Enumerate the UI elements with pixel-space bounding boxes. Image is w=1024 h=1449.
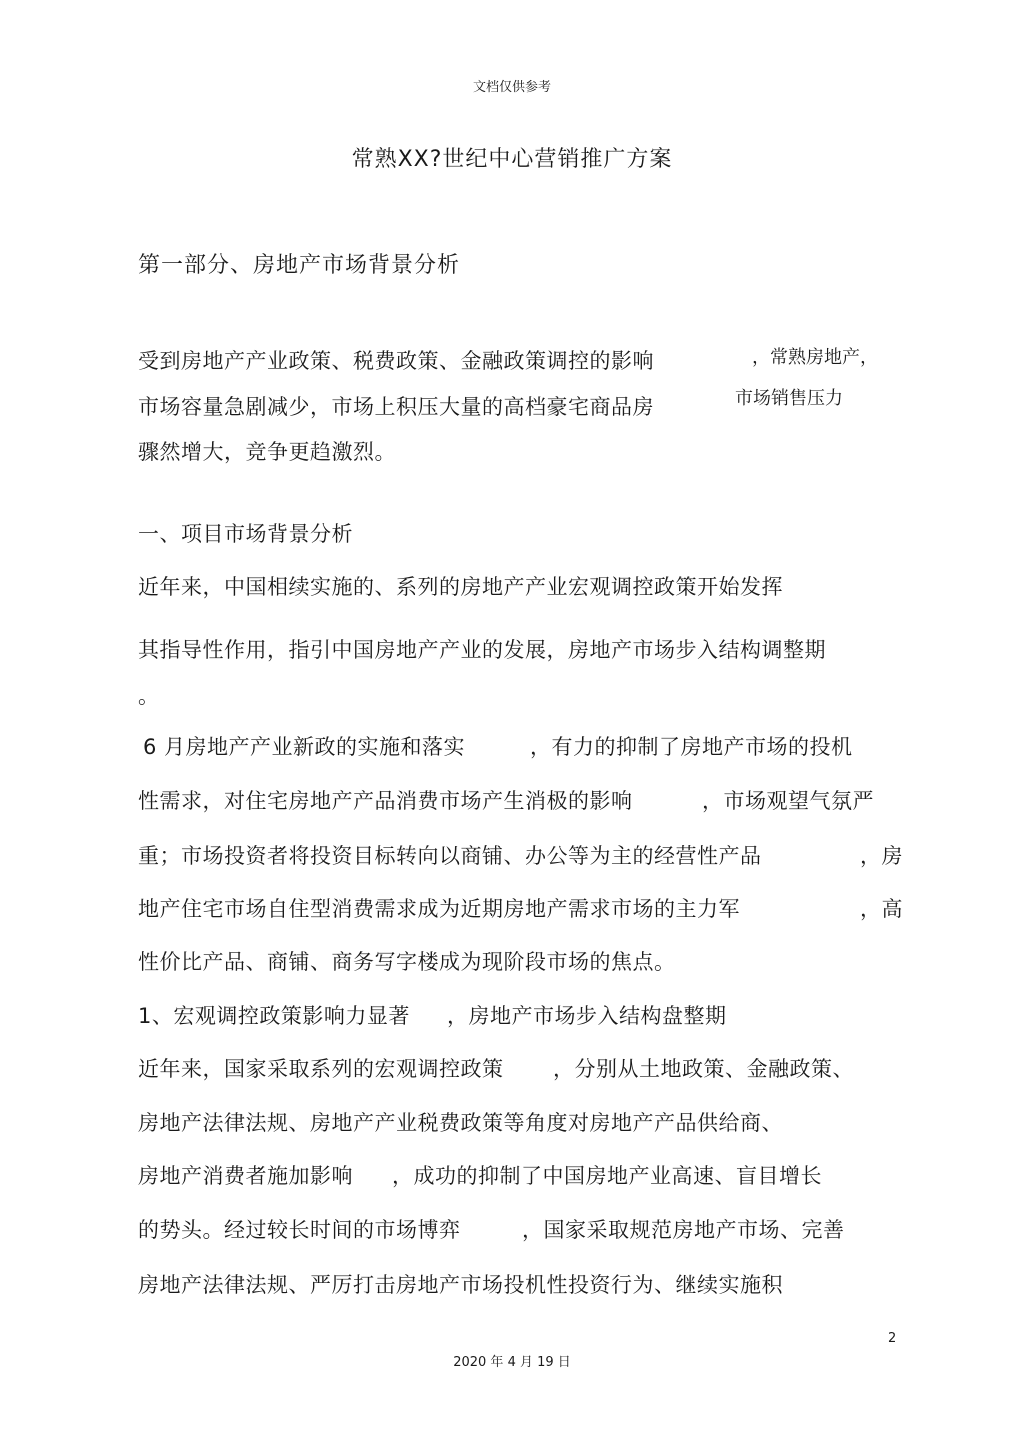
para1-line-1: 近年来，中国相续实施的、系列的房地产产业宏观调控政策开始发挥 (138, 575, 783, 599)
intro-line-3: 骤然增大，竞争更趋激烈。 (138, 440, 396, 464)
para1-line-3: 。 (138, 684, 160, 708)
subheading: 一、项目市场背景分析 (138, 522, 353, 546)
point1-line-5: 房地产法律法规、严厉打击房地产市场投机性投资行为、继续实施积 (138, 1273, 783, 1297)
point1-line-1-right: ，分别从土地政策、金融政策、 (553, 1057, 854, 1081)
section-heading: 第一部分、房地产市场背景分析 (138, 253, 461, 278)
para2-line-2-right: ，市场观望气氛严 (702, 789, 874, 813)
para2-line-1-left: 6 月房地产产业新政的实施和落实 (143, 735, 466, 759)
para2-line-4-right: ，高 (860, 897, 903, 921)
para2-line-3-right: ，房 (860, 844, 903, 868)
point1-line-4-right: ，国家采取规范房地产市场、完善 (522, 1218, 845, 1242)
page-header: 文档仅供参考 (472, 80, 551, 95)
point1-line-1-left: 近年来，国家采取系列的宏观调控政策 (138, 1057, 504, 1081)
point1-heading-left: 1、宏观调控政策影响力显著 (138, 1004, 410, 1028)
para2-line-3-left: 重；市场投资者将投资目标转向以商铺、办公等为主的经营性产品 (138, 844, 762, 868)
page-number: 2 (888, 1331, 897, 1346)
para2-line-4-left: 地产住宅市场自住型消费需求成为近期房地产需求市场的主力军 (138, 897, 740, 921)
intro-line-2-left: 市场容量急剧减少，市场上积压大量的高档豪宅商品房 (138, 395, 654, 419)
point1-line-4-left: 的势头。经过较长时间的市场博弈 (138, 1218, 461, 1242)
point1-line-2: 房地产法律法规、房地产产业税费政策等角度对房地产产品供给商、 (138, 1111, 783, 1135)
page-footer-date: 2020 年 4 月 19 日 (453, 1355, 571, 1370)
intro-line-1-right: ，常熟房地产， (752, 347, 878, 368)
para2-line-5: 性价比产品、商铺、商务写字楼成为现阶段市场的焦点。 (138, 950, 676, 974)
document-title: 常熟XX?世纪中心营销推广方案 (351, 147, 673, 172)
point1-line-3-left: 房地产消费者施加影响 (138, 1164, 353, 1188)
point1-heading-right: ，房地产市场步入结构盘整期 (447, 1004, 727, 1028)
intro-line-1-left: 受到房地产产业政策、税费政策、金融政策调控的影响 (138, 349, 654, 373)
para1-line-2: 其指导性作用，指引中国房地产产业的发展，房地产市场步入结构调整期 (138, 638, 826, 662)
intro-line-2-right: 市场销售压力 (735, 388, 843, 409)
para2-line-1-right: ，有力的抑制了房地产市场的投机 (530, 735, 853, 759)
point1-line-3-right: ，成功的抑制了中国房地产业高速、盲目增长 (392, 1164, 822, 1188)
para2-line-2-left: 性需求，对住宅房地产产品消费市场产生消极的影响 (138, 789, 633, 813)
